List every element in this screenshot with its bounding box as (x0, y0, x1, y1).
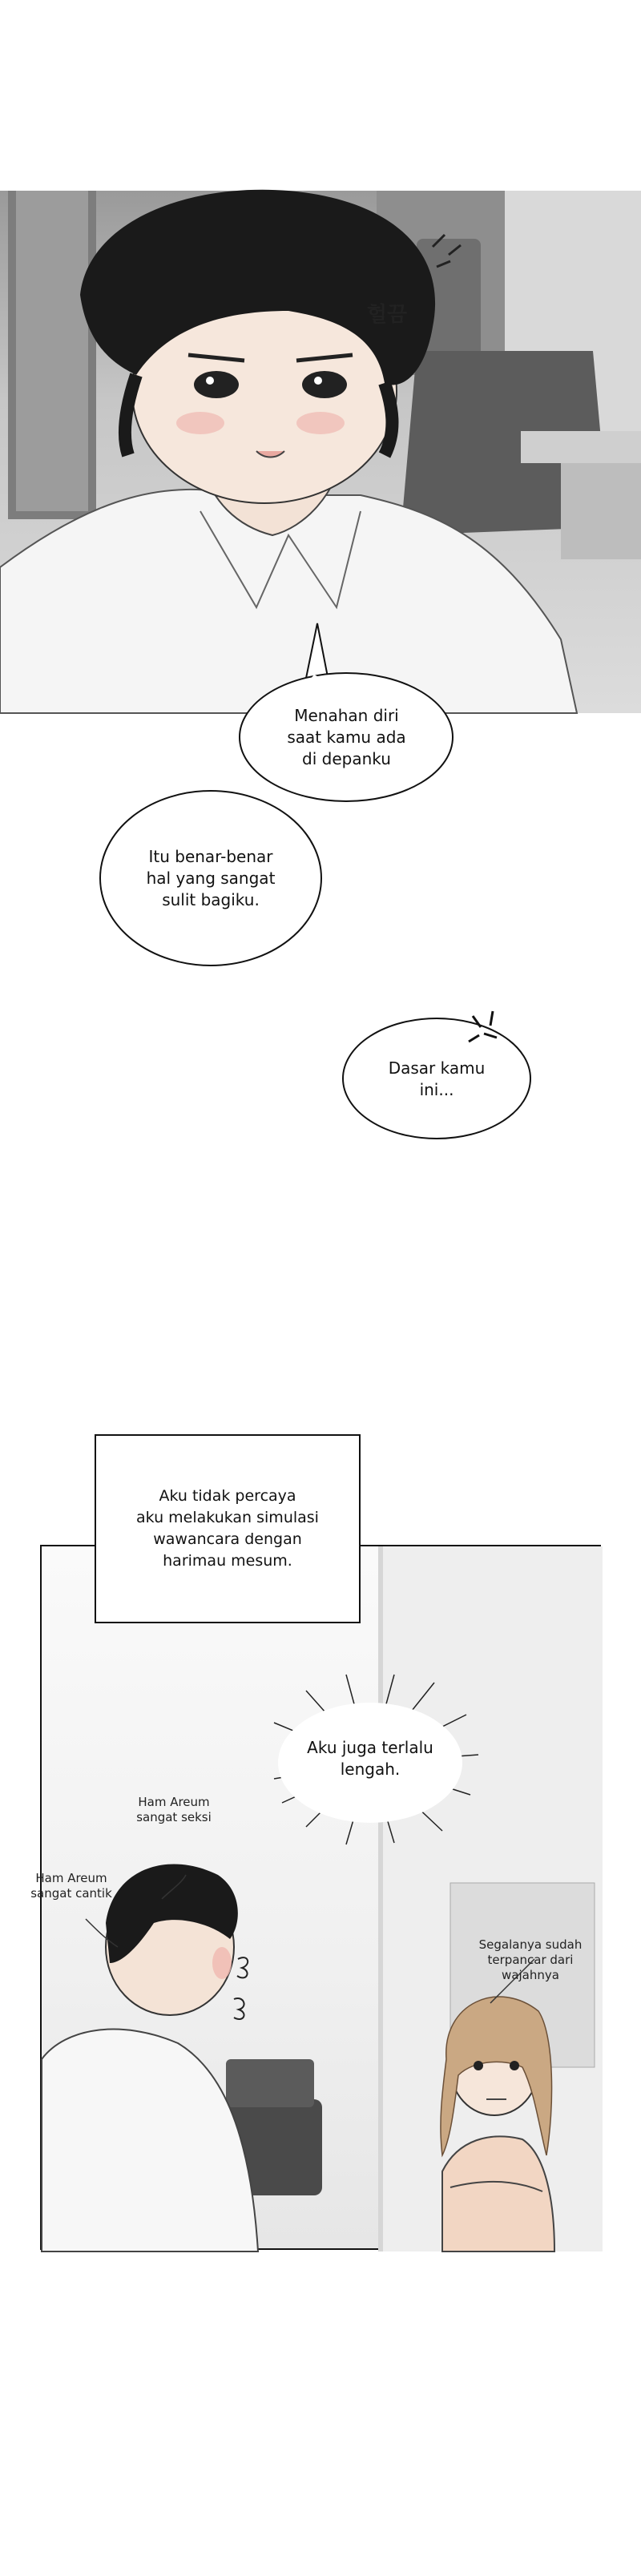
caption-text: Aku tidak percaya aku melakukan simulasi wawancara dengan harimau mesum. (136, 1487, 319, 1570)
sfx-gulp: 헐끔 (366, 303, 408, 327)
burst-text: Aku juga terlalu lengah. (307, 1738, 433, 1779)
note-terpancar: Segalanya sudah terpancar dari wajahnya (478, 1937, 583, 1982)
note-sangat-seksi: Ham Areum sangat seksi (136, 1795, 212, 1824)
note-sangat-cantik: Ham Areum sangat cantik (30, 1871, 112, 1901)
caption-box (95, 1434, 361, 1623)
speech-bubble-3: Dasar kamu ini... (388, 1058, 486, 1099)
speech-bubbles-layer (0, 0, 641, 1202)
speech-bubble-1: Menahan diri saat kamu ada di depanku (287, 706, 406, 768)
panel-office-art (42, 1546, 603, 2251)
panel-office-scene (30, 1545, 601, 2250)
speech-bubble-2: Itu benar-benar hal yang sangat sulit bagiku. (146, 847, 276, 909)
